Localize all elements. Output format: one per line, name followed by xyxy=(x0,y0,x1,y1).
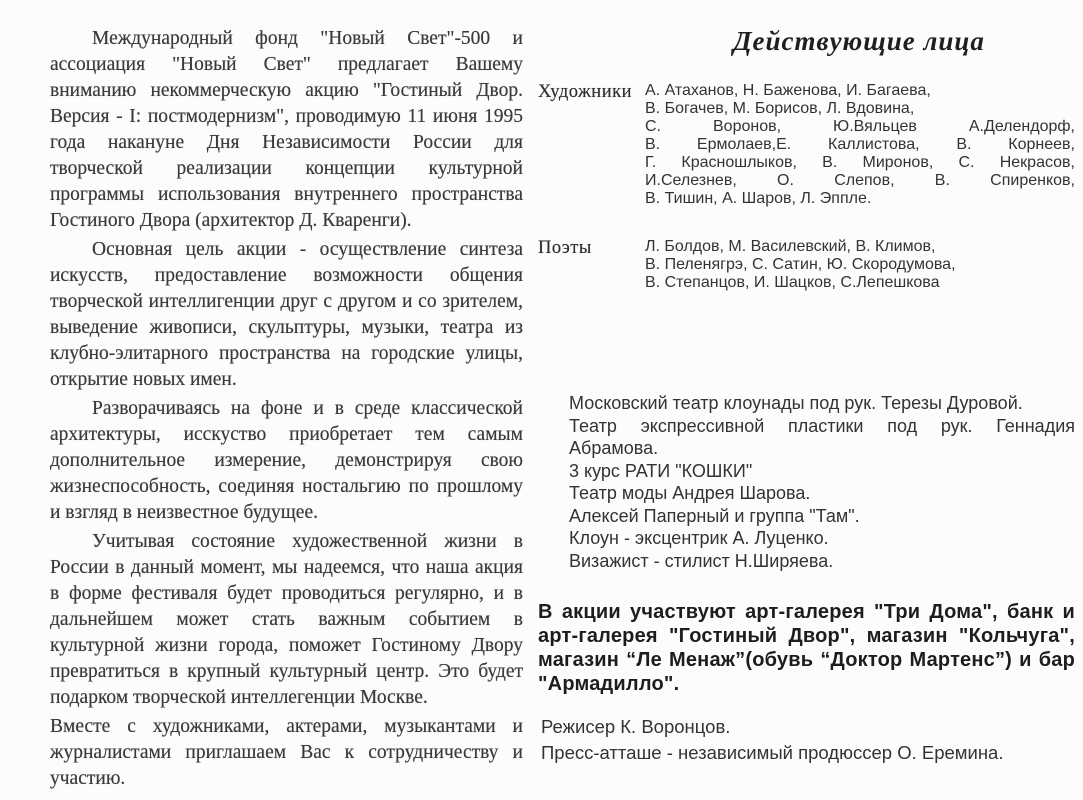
performer-item: Театр моды Андрея Шарова. xyxy=(569,483,811,503)
credits xyxy=(541,714,1075,766)
cast-group-artists xyxy=(538,82,1075,208)
page-title: Действующие лица xyxy=(733,26,985,56)
performer-item: Визажист - стилист Н.Ширяева. xyxy=(569,550,834,571)
intro-paragraph: Разворачиваясь на фоне и в среде классической архитектуры, исскуство приобретает тем самым дополнительное измерение, демонстрируя свою жизнеспособность, соединяя ностальгию по прошлому и взгляд в неизвестное будущее. xyxy=(50,398,523,523)
intro-paragraph: Международный фонд "Новый Свет"-500 и ассоциация "Новый Свет" предлагает Вашему вниманию некоммерческую акцию "Гостиный Двор. Версия - I: постмодернизм", проводимую 11 июня 1995 года накануне Дня Независимости России для творческой реализации концепции культурной программы использования внутреннего пространства Гостиного Двора (архитектор Д. Кваренги). xyxy=(50,28,523,231)
artists-label: Художники xyxy=(538,82,632,102)
performer-item: Московский театр клоунады под рук. Терезы Дуровой. xyxy=(569,393,1023,413)
credit-line: Пресс-атташе - независимый продюссер О. Еремина. xyxy=(541,742,1004,763)
poets-list xyxy=(645,238,1075,292)
artist-name-line: С. Воронов, Ю.Вяльцев А.Делендорф, xyxy=(645,118,1075,135)
artist-name-line: И.Селезнев, О. Слепов, В. Спиренков, xyxy=(645,172,1075,189)
performer-item: Алексей Паперный и группа "Там". xyxy=(569,505,860,526)
artist-name-line: Г. Красношлыков, В. Миронов, С. Некрасов, xyxy=(645,154,1075,171)
artist-name-line: В. Богачев, М. Борисов, Л. Вдовина, xyxy=(645,100,915,117)
artist-name-line: В. Ермолаев,Е. Каллистова, В. Корнеев, xyxy=(645,136,1075,153)
poet-name-line: В. Пеленягрэ, С. Сатин, Ю. Скородумова, xyxy=(645,256,956,273)
performers-list xyxy=(569,392,1075,572)
intro-text-column xyxy=(50,26,523,795)
participants-paragraph: В акции участвуют арт-галерея "Три Дома", банк и арт-галерея "Гостиный Двор", магазин "Кольчуга", магазин “Ле Менаж”(обувь “Доктор Мартенс”) и бар "Армадилло". xyxy=(538,601,1075,695)
artists-list xyxy=(645,82,1075,208)
performer-item: Театр экспрессивной пластики под рук. Геннадия Абрамова. xyxy=(569,415,1075,458)
poet-name-line: Л. Болдов, М. Василевский, В. Климов, xyxy=(645,238,936,255)
performer-item: 3 курс РАТИ "КОШКИ" xyxy=(569,460,753,481)
poet-name-line: В. Степанцов, И. Шацков, С.Лепешкова xyxy=(645,274,940,291)
artist-name-line: А. Атаханов, Н. Баженова, И. Багаева, xyxy=(645,82,931,99)
artist-name-line: В. Тишин, А. Шаров, Л. Эппле. xyxy=(645,190,872,207)
performer-item: Клоун - эксцентрик А. Луценко. xyxy=(569,528,829,548)
intro-paragraph: Вместе с художниками, актерами, музыкантами и журналистами приглашаем Вас к сотрудничеству и участию. xyxy=(50,716,523,789)
intro-paragraph: Основная цель акции - осуществление синтеза искусств, предоставление возможности общения творческой интеллигенции друг с другом и со зрителем, выведение живописи, скульптуры, музыки, театра из клубно-элитарного пространства на городские улицы, открытие новых имен. xyxy=(50,239,523,390)
poets-label: Поэты xyxy=(538,238,592,258)
credit-line: Режисер К. Воронцов. xyxy=(541,716,731,737)
intro-paragraph: Учитывая состояние художественной жизни в России в данный момент, мы надеемся, что наша акция в форме фестиваля будет проводиться регулярно, и в дальнейшем может стать важным событием в культурной жизни города, поможет Гостиному Двору превратиться в крупный культурный центр. Это будет подарком творческой интеллегенции Москве. xyxy=(50,531,523,708)
cast-column xyxy=(538,22,1075,792)
cast-group-poets xyxy=(538,238,1075,292)
